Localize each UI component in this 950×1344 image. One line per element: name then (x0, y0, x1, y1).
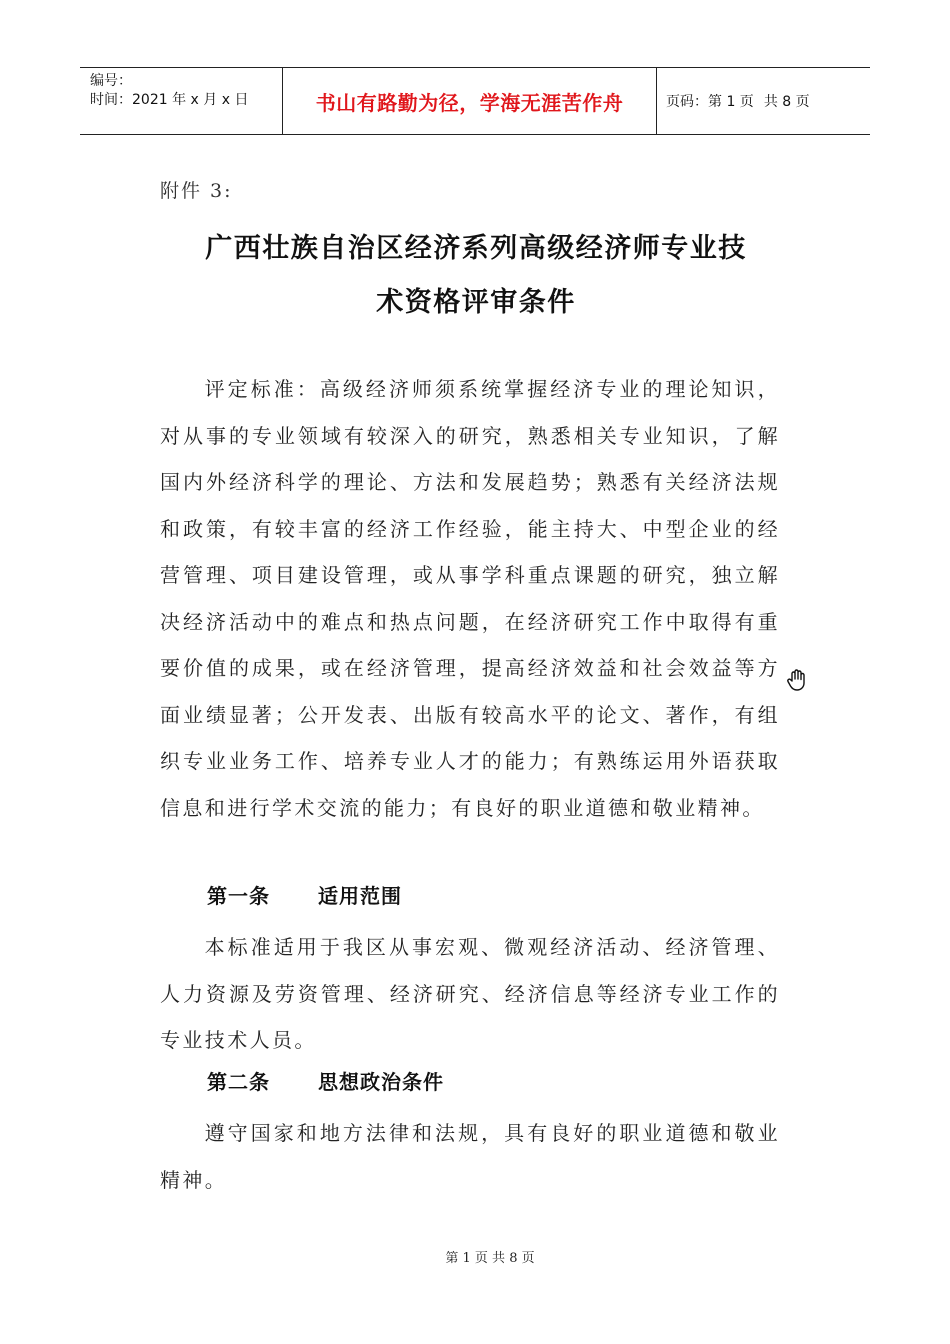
article1-number: 第一条 (207, 884, 270, 908)
header-number-label: 编号： (90, 73, 132, 89)
page-footer: 第 1 页 共 8 页 (445, 1251, 535, 1266)
standard-paragraph (160, 366, 780, 831)
header-total-label: 共 8 页 (763, 94, 810, 110)
header-motto: 书山有路勤为径，学海无涯苦作舟 (283, 68, 657, 134)
article1-heading (207, 880, 402, 909)
attachment-label: 附件 3: (160, 180, 233, 202)
header-meta-cell (80, 68, 283, 134)
header-page-cell (657, 68, 870, 134)
article1-paragraph (160, 924, 780, 1064)
article1-title: 适用范围 (318, 884, 402, 908)
article2-paragraph (160, 1110, 780, 1203)
document-title-line1: 广西壮族自治区经济系列高级经济师专业技 (205, 233, 747, 264)
article2-number: 第二条 (207, 1070, 270, 1094)
article1-text: 本标准适用于我区从事宏观、微观经济活动、经济管理、人力资源及劳资管理、经济研究、经济信息等经济专业工作的专业技术人员。 (160, 935, 780, 1052)
article2-text: 遵守国家和地方法律和法规，具有良好的职业道德和敬业精神。 (160, 1121, 780, 1192)
standard-paragraph-text: 评定标准：高级经济师须系统掌握经济专业的理论知识，对从事的专业领域有较深入的研究，熟悉相关专业知识，了解国内外经济科学的理论、方法和发展趋势；熟悉有关经济法规和政策，有较丰富的经济工作经验，能主持大、中型企业的经营管理、项目建设管理，或从事学科重点课题的研究，独立解决经济活动中的难点和热点问题，在经济研究工作中取得有重要价值的成果，或在经济管理，提高经济效益和社会效益等方面业绩显著；公开发表、出版有较高水平的论文、著作，有组织专业业务工作、培养专业人才的能力；有熟练运用外语获取信息和进行学术交流的能力；有良好的职业道德和敬业精神。 (160, 377, 780, 820)
header-page-label: 页码：第 1 页 (666, 94, 754, 110)
page-header-table (80, 67, 870, 135)
header-time-label: 时间：2021 年 x 月 x 日 (90, 92, 249, 108)
article2-heading (207, 1066, 444, 1095)
document-title-line2: 术资格评审条件 (376, 287, 576, 318)
hand-cursor-icon (785, 667, 811, 693)
article2-title: 思想政治条件 (318, 1070, 444, 1094)
